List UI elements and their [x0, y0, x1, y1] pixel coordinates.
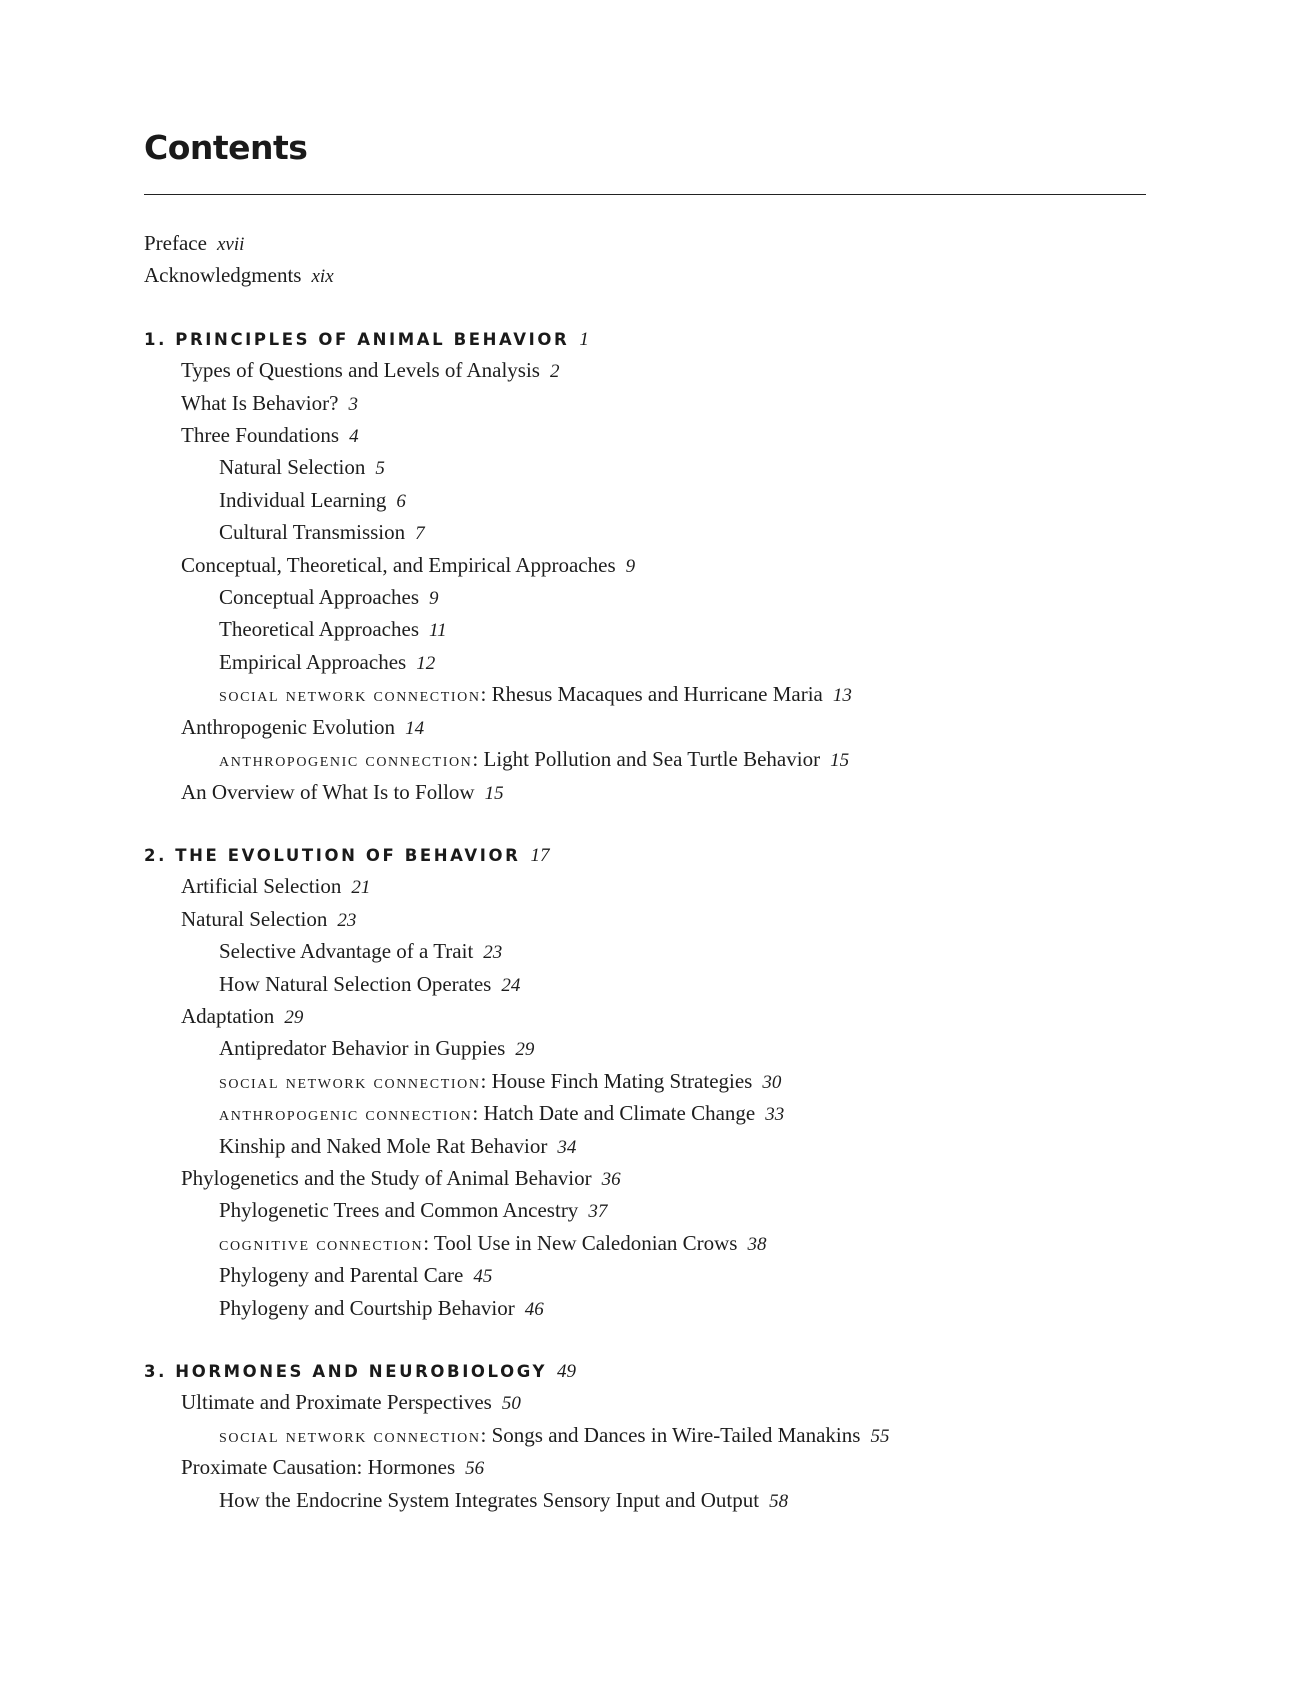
page-number: 13: [832, 685, 852, 707]
connection-tag: anthropogenic connection: [219, 749, 473, 772]
toc-subsection-entry[interactable]: [144, 969, 1146, 1001]
entry-label: Selective Advantage of a Trait: [219, 939, 474, 964]
entry-label: Individual Learning: [219, 487, 387, 512]
page-number: 9: [429, 588, 439, 610]
entry-label: Phylogenetics and the Study of Animal Behavior: [181, 1165, 592, 1190]
toc-entry-front[interactable]: [144, 228, 1146, 260]
connection-tag: social network connection: [219, 1070, 481, 1093]
toc-subsection-entry[interactable]: [144, 744, 1146, 776]
page-number: 29: [284, 1006, 304, 1028]
toc-section-entry[interactable]: [144, 420, 1146, 452]
chapter-title: 2. THE EVOLUTION OF BEHAVIOR: [144, 845, 521, 865]
chapter-heading[interactable]: [144, 1356, 1146, 1387]
toc-subsection-entry[interactable]: [144, 452, 1146, 484]
chapter-heading[interactable]: [144, 840, 1146, 871]
page-number: xvii: [216, 234, 245, 255]
page-number: 29: [515, 1039, 535, 1061]
entry-label: Phylogeny and Courtship Behavior: [219, 1295, 515, 1320]
entry-label: Conceptual Approaches: [219, 585, 420, 610]
connection-tag: anthropogenic connection: [219, 1103, 473, 1126]
page-number: 17: [530, 844, 550, 866]
page-number: 15: [484, 782, 504, 804]
entry-label: An Overview of What Is to Follow: [181, 779, 475, 804]
toc-subsection-entry[interactable]: [144, 1195, 1146, 1227]
toc-subsection-entry[interactable]: [144, 614, 1146, 646]
page-number: 1: [579, 328, 589, 350]
connection-tag: cognitive connection: [219, 1232, 424, 1255]
page-number: 33: [765, 1104, 785, 1126]
page-number: xix: [311, 266, 334, 288]
page-number: 30: [762, 1071, 782, 1093]
toc-subsection-entry[interactable]: [144, 1131, 1146, 1163]
chapter-title: 3. HORMONES AND NEUROBIOLOGY: [144, 1362, 548, 1381]
page-number: 5: [375, 458, 385, 480]
entry-label: Phylogeny and Parental Care: [219, 1263, 464, 1288]
toc-subsection-entry[interactable]: [144, 1293, 1146, 1325]
toc-entry-front[interactable]: [144, 260, 1146, 292]
entry-label: How Natural Selection Operates: [219, 971, 492, 996]
entry-label: : Light Pollution and Sea Turtle Behavior: [472, 747, 821, 772]
page-number: 50: [501, 1393, 521, 1415]
page-number: 46: [524, 1298, 544, 1320]
page-number: 24: [501, 974, 521, 996]
page-number: 21: [351, 877, 371, 899]
toc-section-entry[interactable]: [144, 1001, 1146, 1033]
entry-label: Artificial Selection: [181, 874, 342, 899]
toc-section-entry[interactable]: [144, 712, 1146, 744]
toc-section-entry[interactable]: [144, 1387, 1146, 1419]
entry-label: Anthropogenic Evolution: [181, 714, 396, 739]
entry-label: Ultimate and Proximate Perspectives: [181, 1390, 492, 1415]
toc-subsection-entry[interactable]: [144, 1228, 1146, 1260]
toc-section-entry[interactable]: [144, 1163, 1146, 1195]
entry-label: : House Finch Mating Strategies: [480, 1068, 753, 1093]
entry-label: Preface: [144, 231, 207, 255]
entry-label: What Is Behavior?: [181, 390, 339, 415]
toc-section-entry[interactable]: [144, 355, 1146, 387]
entry-label: Theoretical Approaches: [219, 617, 419, 642]
entry-label: : Hatch Date and Climate Change: [472, 1101, 756, 1126]
entry-label: Acknowledgments: [144, 263, 302, 288]
toc-section-entry[interactable]: [144, 904, 1146, 936]
page-number: 15: [830, 750, 850, 772]
entry-label: Conceptual, Theoretical, and Empirical Approaches: [181, 552, 616, 577]
page-number: 23: [483, 942, 503, 964]
toc-subsection-entry[interactable]: [144, 1098, 1146, 1130]
page-number: 23: [337, 909, 357, 931]
entry-label: : Tool Use in New Caledonian Crows: [423, 1230, 738, 1255]
toc-subsection-entry[interactable]: [144, 647, 1146, 679]
toc-subsection-entry[interactable]: [144, 1260, 1146, 1292]
toc-section-entry[interactable]: [144, 388, 1146, 420]
page-number: 3: [348, 393, 358, 415]
entry-label: Types of Questions and Levels of Analysis: [181, 358, 540, 383]
page-number: 56: [465, 1458, 485, 1480]
page-number: 36: [601, 1168, 621, 1190]
entry-label: Natural Selection: [219, 455, 366, 480]
toc-subsection-entry[interactable]: [144, 1066, 1146, 1098]
connection-tag: social network connection: [219, 1424, 481, 1447]
chapter-title: 1. PRINCIPLES OF ANIMAL BEHAVIOR: [144, 329, 570, 349]
title-divider: [144, 194, 1146, 195]
entry-label: Proximate Causation: Hormones: [181, 1455, 456, 1480]
entry-label: : Songs and Dances in Wire-Tailed Manakins: [480, 1422, 861, 1447]
page-number: 6: [396, 490, 406, 512]
toc-section-entry[interactable]: [144, 777, 1146, 809]
entry-label: Adaptation: [181, 1003, 275, 1028]
page-number: 9: [625, 555, 636, 577]
page-number: 12: [416, 652, 436, 674]
entry-label: Three Foundations: [181, 423, 340, 448]
page-number: 34: [557, 1136, 577, 1158]
page-number: 58: [769, 1490, 789, 1512]
page-number: 55: [870, 1425, 890, 1447]
entry-label: Cultural Transmission: [219, 520, 406, 545]
page-number: 37: [588, 1201, 608, 1223]
toc-subsection-entry[interactable]: [144, 1420, 1146, 1452]
connection-tag: social network connection: [219, 684, 481, 707]
table-of-contents: [144, 228, 1146, 1517]
toc-subsection-entry[interactable]: [144, 517, 1146, 549]
toc-subsection-entry[interactable]: [144, 1033, 1146, 1065]
entry-label: Kinship and Naked Mole Rat Behavior: [219, 1133, 548, 1158]
entry-label: : Rhesus Macaques and Hurricane Maria: [480, 682, 823, 707]
entry-label: Phylogenetic Trees and Common Ancestry: [219, 1198, 579, 1223]
entry-label: Antipredator Behavior in Guppies: [219, 1036, 506, 1061]
toc-subsection-entry[interactable]: [144, 679, 1146, 711]
page-number: 4: [349, 426, 359, 448]
toc-section-entry[interactable]: [144, 871, 1146, 903]
page-number: 14: [405, 717, 425, 739]
page-number: 7: [415, 523, 425, 545]
toc-section-entry[interactable]: [144, 1452, 1146, 1484]
toc-subsection-entry[interactable]: [144, 1485, 1146, 1517]
page-number: 38: [747, 1233, 767, 1255]
page-number: 49: [557, 1361, 577, 1382]
toc-section-entry[interactable]: [144, 550, 1146, 582]
page-title: Contents: [144, 128, 308, 167]
toc-subsection-entry[interactable]: [144, 582, 1146, 614]
entry-label: Empirical Approaches: [219, 649, 407, 674]
page-number: 11: [429, 620, 447, 642]
toc-subsection-entry[interactable]: [144, 936, 1146, 968]
toc-subsection-entry[interactable]: [144, 485, 1146, 517]
chapter-heading[interactable]: [144, 324, 1146, 355]
entry-label: How the Endocrine System Integrates Sensory Input and Output: [219, 1487, 760, 1512]
page-number: 45: [473, 1266, 493, 1288]
entry-label: Natural Selection: [181, 906, 328, 931]
page-number: 2: [549, 361, 560, 383]
